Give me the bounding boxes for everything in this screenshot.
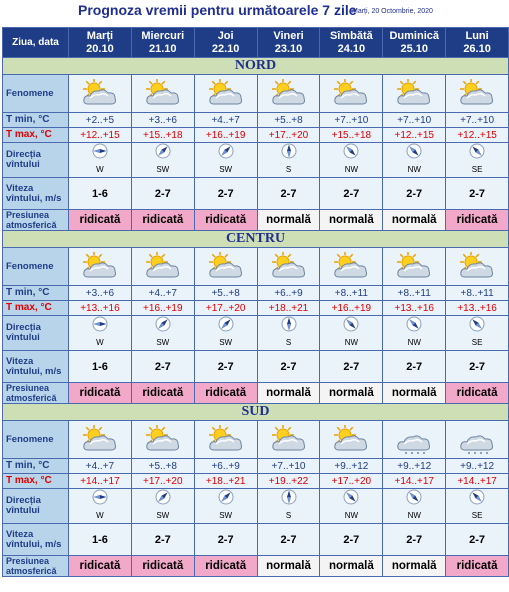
wind-direction-label: W	[96, 338, 104, 347]
partly-cloudy-icon	[394, 252, 434, 282]
wind-direction-label: S	[285, 165, 292, 174]
row-label: T min, °C	[3, 286, 69, 301]
weather-cell	[69, 421, 132, 459]
tmin-value: +3..+6	[131, 113, 194, 128]
wind-direction-label: NW	[407, 338, 421, 347]
wind-direction-cell	[194, 143, 257, 178]
weather-cell	[257, 75, 320, 113]
tmin-value: +8..+11	[320, 286, 383, 301]
wind-direction-label: SW	[156, 338, 170, 347]
page-header	[0, 0, 509, 27]
partly-cloudy-icon	[394, 79, 434, 109]
tmin-value: +9..+12	[320, 459, 383, 474]
wind-direction-label: NW	[407, 165, 421, 174]
wind-speed-value: 2-7	[383, 178, 446, 210]
wind-compass-icon	[406, 143, 422, 159]
tmin-value: +5..+8	[194, 286, 257, 301]
row-label: Fenomene	[3, 248, 69, 286]
weather-cell	[194, 248, 257, 286]
wind-direction-label: SE	[471, 511, 483, 520]
pressure-value: ridicată	[69, 210, 132, 231]
row-label: Direcția vîntului	[3, 316, 69, 351]
row-label: Presiunea atmosferică	[3, 210, 69, 231]
weather-cell	[257, 248, 320, 286]
wind-direction-label: NW	[344, 511, 359, 520]
day-date: 20.10	[86, 42, 114, 55]
wind-compass-icon	[218, 316, 234, 332]
row-label: Viteza vîntului, m/s	[3, 178, 69, 210]
pressure-value: normală	[383, 383, 446, 404]
day-date: 23.10	[274, 42, 303, 55]
tmax-value: +14..+17	[383, 474, 446, 489]
row-label: T min, °C	[3, 459, 69, 474]
forecast-table	[2, 27, 509, 577]
tmin-value: +5..+8	[257, 113, 320, 128]
wind-direction-cell	[69, 489, 132, 524]
tmin-value: +4..+7	[131, 286, 194, 301]
tmin-value: +4..+7	[69, 459, 132, 474]
tmin-value: +7..+10	[257, 459, 320, 474]
wind-compass-icon	[155, 143, 171, 159]
tmax-value: +18..+21	[257, 301, 320, 316]
day-date: 26.10	[463, 42, 491, 55]
day-header	[194, 28, 257, 58]
wind-compass-icon	[343, 316, 359, 332]
wind-direction-label: SW	[219, 511, 233, 520]
wind-speed-value: 2-7	[194, 178, 257, 210]
wind-speed-value: 2-7	[383, 524, 446, 556]
partly-cloudy-icon	[80, 252, 120, 282]
wind-speed-value: 2-7	[257, 524, 320, 556]
wind-direction-cell	[320, 143, 383, 178]
weather-cell	[383, 75, 446, 113]
weather-cell	[383, 421, 446, 459]
row-label: T max, °C	[3, 474, 69, 489]
wind-direction-cell	[446, 489, 509, 524]
pressure-value: ridicată	[194, 383, 257, 404]
day-header	[383, 28, 446, 58]
partly-cloudy-icon	[269, 252, 309, 282]
tmax-value: +12..+15	[446, 128, 509, 143]
wind-speed-value: 2-7	[320, 351, 383, 383]
pressure-value: ridicată	[131, 383, 194, 404]
wind-direction-label: SW	[156, 165, 170, 174]
day-header	[320, 28, 383, 58]
tmax-value: +13..+16	[446, 301, 509, 316]
weather-cell	[194, 421, 257, 459]
row-label: Fenomene	[3, 421, 69, 459]
tmax-value: +13..+16	[69, 301, 132, 316]
row-label: Fenomene	[3, 75, 69, 113]
wind-speed-value: 1-6	[69, 178, 132, 210]
wind-speed-value: 2-7	[446, 524, 509, 556]
partly-cloudy-icon	[206, 252, 246, 282]
tmin-value: +4..+7	[194, 113, 257, 128]
pressure-value: normală	[257, 210, 320, 231]
day-name: Duminică	[389, 29, 439, 42]
wind-speed-value: 2-7	[446, 178, 509, 210]
row-label: T min, °C	[3, 113, 69, 128]
weather-cell	[131, 248, 194, 286]
tmax-value: +14..+17	[69, 474, 132, 489]
wind-compass-icon	[469, 316, 485, 332]
wind-speed-value: 2-7	[257, 178, 320, 210]
day-name: Marți	[86, 29, 114, 42]
pressure-value: normală	[320, 556, 383, 577]
row-label: T max, °C	[3, 128, 69, 143]
wind-speed-value: 2-7	[320, 524, 383, 556]
weather-cell	[131, 421, 194, 459]
row-label: Presiunea atmosferică	[3, 383, 69, 404]
day-name: Joi	[217, 29, 234, 42]
wind-direction-label: SW	[156, 511, 170, 520]
tmin-value: +6..+9	[194, 459, 257, 474]
wind-compass-icon	[343, 489, 359, 505]
tmin-value: +7..+10	[320, 113, 383, 128]
pressure-value: ridicată	[131, 556, 194, 577]
tmin-value: +5..+8	[131, 459, 194, 474]
wind-direction-label: W	[96, 165, 104, 174]
wind-compass-icon	[406, 316, 422, 332]
day-header	[69, 28, 132, 58]
pressure-value: normală	[320, 383, 383, 404]
tmax-value: +18..+21	[194, 474, 257, 489]
tmin-value: +3..+6	[69, 286, 132, 301]
wind-speed-value: 2-7	[320, 178, 383, 210]
wind-compass-icon	[281, 143, 297, 159]
region-heading: CENTRU	[3, 231, 509, 248]
pressure-value: normală	[383, 210, 446, 231]
weather-cell	[69, 75, 132, 113]
drizzle-icon	[394, 425, 434, 455]
day-name: Vineri	[273, 29, 304, 42]
wind-speed-value: 2-7	[383, 351, 446, 383]
partly-cloudy-icon	[143, 79, 183, 109]
region-heading: NORD	[3, 58, 509, 75]
wind-direction-cell	[194, 316, 257, 351]
wind-compass-icon	[92, 143, 108, 159]
wind-direction-cell	[69, 143, 132, 178]
wind-direction-cell	[131, 316, 194, 351]
pressure-value: normală	[383, 556, 446, 577]
tmax-value: +12..+15	[383, 128, 446, 143]
region-heading: SUD	[3, 404, 509, 421]
row-label: Viteza vîntului, m/s	[3, 524, 69, 556]
wind-speed-value: 2-7	[257, 351, 320, 383]
wind-speed-value: 2-7	[194, 524, 257, 556]
partly-cloudy-icon	[206, 425, 246, 455]
pressure-value: ridicată	[69, 383, 132, 404]
day-date: 25.10	[400, 42, 428, 55]
wind-speed-value: 1-6	[69, 524, 132, 556]
issue-date: Marți, 20 Octombrie, 2020	[352, 8, 433, 15]
pressure-value: normală	[257, 556, 320, 577]
weather-cell	[383, 248, 446, 286]
wind-speed-value: 2-7	[131, 351, 194, 383]
pressure-value: ridicată	[446, 210, 509, 231]
row-label: Direcția vîntului	[3, 143, 69, 178]
wind-direction-cell	[131, 143, 194, 178]
wind-compass-icon	[155, 489, 171, 505]
day-date: 24.10	[337, 42, 366, 55]
tmax-value: +15..+18	[320, 128, 383, 143]
wind-compass-icon	[218, 143, 234, 159]
tmax-value: +17..+20	[131, 474, 194, 489]
wind-direction-cell	[69, 316, 132, 351]
partly-cloudy-icon	[80, 79, 120, 109]
pressure-value: ridicată	[131, 210, 194, 231]
wind-direction-label: SE	[471, 165, 483, 174]
pressure-value: normală	[320, 210, 383, 231]
partly-cloudy-icon	[331, 79, 371, 109]
day-name: Sîmbătă	[329, 29, 373, 42]
tmax-value: +13..+16	[383, 301, 446, 316]
partly-cloudy-icon	[331, 252, 371, 282]
partly-cloudy-icon	[80, 425, 120, 455]
day-date: 21.10	[149, 42, 177, 55]
tmin-value: +7..+10	[383, 113, 446, 128]
wind-direction-label: SW	[219, 165, 233, 174]
wind-compass-icon	[469, 489, 485, 505]
wind-speed-value: 2-7	[194, 351, 257, 383]
wind-compass-icon	[281, 489, 297, 505]
wind-compass-icon	[92, 316, 108, 332]
partly-cloudy-icon	[269, 79, 309, 109]
weather-cell	[257, 421, 320, 459]
tmax-value: +19..+22	[257, 474, 320, 489]
tmax-value: +16..+19	[194, 128, 257, 143]
pressure-value: ridicată	[69, 556, 132, 577]
wind-direction-cell	[446, 316, 509, 351]
partly-cloudy-icon	[457, 79, 497, 109]
wind-speed-value: 2-7	[446, 351, 509, 383]
tmin-value: +8..+11	[383, 286, 446, 301]
partly-cloudy-icon	[269, 425, 309, 455]
drizzle-icon	[457, 425, 497, 455]
tmin-value: +9..+12	[383, 459, 446, 474]
wind-direction-cell	[257, 489, 320, 524]
wind-direction-label: S	[285, 338, 292, 347]
wind-compass-icon	[281, 316, 297, 332]
wind-direction-cell	[446, 143, 509, 178]
tmax-value: +16..+19	[131, 301, 194, 316]
wind-compass-icon	[343, 143, 359, 159]
tmax-value: +17..+20	[320, 474, 383, 489]
row-label: Viteza vîntului, m/s	[3, 351, 69, 383]
tmin-value: +8..+11	[446, 286, 509, 301]
partly-cloudy-icon	[457, 252, 497, 282]
day-date: 22.10	[211, 42, 240, 55]
wind-direction-cell	[257, 143, 320, 178]
wind-direction-cell	[383, 316, 446, 351]
weather-cell	[69, 248, 132, 286]
tmin-value: +2..+5	[69, 113, 132, 128]
tmin-value: +6..+9	[257, 286, 320, 301]
header-label: Ziua, data	[3, 28, 69, 58]
pressure-value: ridicată	[194, 556, 257, 577]
wind-direction-label: S	[285, 511, 292, 520]
tmax-value: +14..+17	[446, 474, 509, 489]
day-header	[131, 28, 194, 58]
weather-cell	[194, 75, 257, 113]
wind-direction-cell	[320, 316, 383, 351]
day-name: Luni	[465, 29, 489, 42]
wind-speed-value: 2-7	[131, 178, 194, 210]
wind-direction-label: NW	[344, 165, 359, 174]
weather-cell	[320, 75, 383, 113]
wind-direction-cell	[131, 489, 194, 524]
partly-cloudy-icon	[143, 425, 183, 455]
wind-direction-cell	[383, 143, 446, 178]
wind-direction-cell	[194, 489, 257, 524]
wind-direction-cell	[383, 489, 446, 524]
wind-direction-cell	[257, 316, 320, 351]
row-label: Presiunea atmosferică	[3, 556, 69, 577]
pressure-value: ridicată	[446, 556, 509, 577]
wind-compass-icon	[92, 489, 108, 505]
tmax-value: +17..+20	[194, 301, 257, 316]
tmax-value: +17..+20	[257, 128, 320, 143]
weather-cell	[446, 75, 509, 113]
weather-cell	[320, 248, 383, 286]
tmax-value: +16..+19	[320, 301, 383, 316]
weather-cell	[446, 421, 509, 459]
wind-direction-label: SE	[471, 338, 483, 347]
tmin-value: +7..+10	[446, 113, 509, 128]
day-name: Miercuri	[141, 29, 185, 42]
wind-direction-label: SW	[219, 338, 233, 347]
row-label: Direcția vîntului	[3, 489, 69, 524]
tmax-value: +15..+18	[131, 128, 194, 143]
wind-compass-icon	[155, 316, 171, 332]
wind-direction-label: NW	[407, 511, 421, 520]
wind-direction-cell	[320, 489, 383, 524]
tmax-value: +12..+15	[69, 128, 132, 143]
partly-cloudy-icon	[143, 252, 183, 282]
partly-cloudy-icon	[331, 425, 371, 455]
wind-speed-value: 2-7	[131, 524, 194, 556]
day-header	[257, 28, 320, 58]
weather-cell	[131, 75, 194, 113]
wind-direction-label: W	[96, 511, 104, 520]
pressure-value: ridicată	[446, 383, 509, 404]
wind-speed-value: 1-6	[69, 351, 132, 383]
partly-cloudy-icon	[206, 79, 246, 109]
pressure-value: ridicată	[194, 210, 257, 231]
day-header	[446, 28, 509, 58]
wind-direction-label: NW	[344, 338, 359, 347]
page-title: Prognoza vremii pentru următoarele 7 zile	[78, 2, 357, 18]
weather-cell	[446, 248, 509, 286]
weather-cell	[320, 421, 383, 459]
pressure-value: normală	[257, 383, 320, 404]
wind-compass-icon	[469, 143, 485, 159]
row-label: T max, °C	[3, 301, 69, 316]
wind-compass-icon	[406, 489, 422, 505]
wind-compass-icon	[218, 489, 234, 505]
tmin-value: +9..+12	[446, 459, 509, 474]
